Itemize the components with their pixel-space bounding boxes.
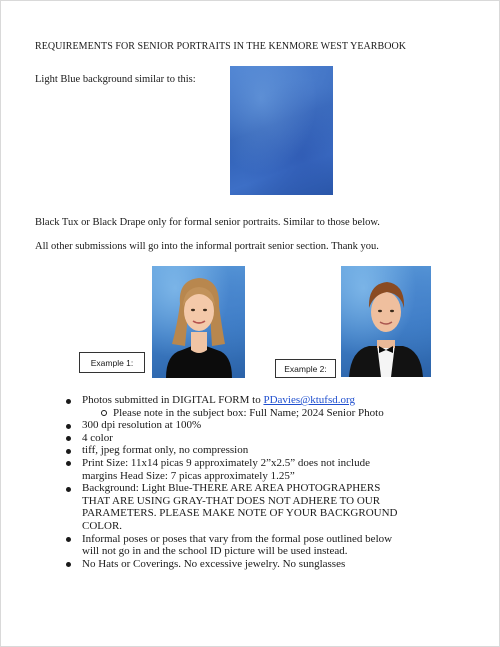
informal-poses-text-2: will not go in and the school ID picture will be used instead. — [82, 545, 348, 558]
format-text: tiff, jpeg format only, no compression — [82, 444, 249, 457]
example-2-portrait-image — [341, 266, 431, 377]
background-text-3: PARAMETERS. PLEASE MAKE NOTE OF YOUR BACKGROUND — [82, 507, 398, 520]
bullet-icon — [66, 487, 71, 492]
bullet-icon — [66, 424, 71, 429]
list-item — [63, 482, 463, 532]
informal-poses-text-1: Informal poses or poses that vary from the formal pose outlined below — [82, 532, 393, 545]
background-text-4: COLOR. — [82, 519, 123, 532]
requirements-list — [63, 394, 463, 570]
bullet-icon — [66, 537, 71, 542]
example-1-portrait-image — [152, 266, 245, 378]
blue-background-sample-image — [230, 66, 333, 195]
no-hats-text: No Hats or Coverings. No excessive jewelry. No sunglasses — [82, 557, 346, 570]
example-2-label: Example 2: — [275, 359, 336, 378]
bullet-icon — [66, 562, 71, 567]
bullet-icon — [66, 436, 71, 441]
color-text: 4 color — [82, 431, 113, 444]
list-item — [100, 407, 463, 420]
background-text-1: Background: Light Blue-THERE ARE AREA PHOTOGRAPHERS — [82, 482, 381, 495]
print-size-text-1: Print Size: 11x14 picas 9 approximately 2”x2.5” does not include — [82, 456, 370, 469]
document-heading: REQUIREMENTS FOR SENIOR PORTRAITS IN THE KENMORE WEST YEARBOOK — [35, 41, 407, 52]
bullet-icon — [66, 449, 71, 454]
subject-box-note: Please note in the subject box: Full Name; 2024 Senior Photo — [113, 406, 384, 419]
photos-submission-text: Photos submitted in DIGITAL FORM to — [82, 394, 264, 406]
background-instruction: Light Blue background similar to this: — [35, 74, 196, 85]
formal-attire-instruction: Black Tux or Black Drape only for formal senior portraits. Similar to those below. — [35, 217, 380, 228]
list-item — [63, 419, 463, 432]
list-item — [63, 394, 463, 419]
list-item — [63, 444, 463, 457]
hollow-bullet-icon — [101, 410, 107, 416]
informal-section-note: All other submissions will go into the informal portrait senior section. Thank you. — [35, 241, 379, 252]
bullet-icon — [66, 461, 71, 466]
bullet-icon — [66, 399, 71, 404]
background-text-2: THAT ARE USING GRAY-THAT DOES NOT ADHERE TO OUR — [82, 494, 381, 507]
print-size-text-2: margins Head Size: 7 picas approximately 1.25” — [82, 469, 295, 482]
list-item — [63, 457, 463, 482]
example-1-label: Example 1: — [79, 352, 145, 373]
resolution-text: 300 dpi resolution at 100% — [82, 419, 202, 432]
list-item — [63, 558, 463, 571]
sub-list — [82, 407, 463, 420]
list-item — [63, 533, 463, 558]
list-item — [63, 432, 463, 445]
email-link[interactable]: PDavies@ktufsd.org — [263, 394, 355, 406]
